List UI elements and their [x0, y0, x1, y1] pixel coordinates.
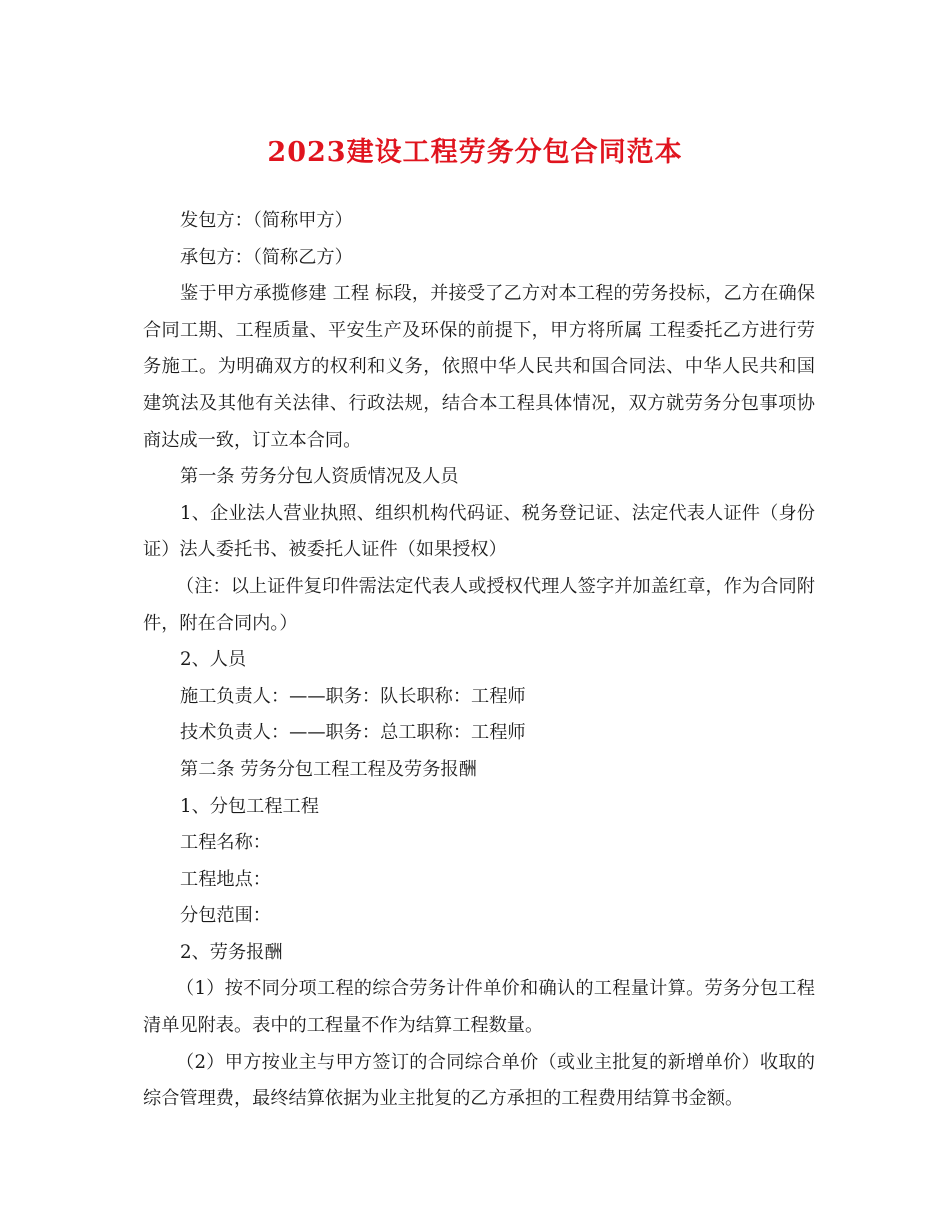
construction-lead-line: 施工负责人：——职务：队长职称：工程师 — [180, 685, 526, 707]
remuneration-clause-2: （2）甲方按业主与甲方签订的合同综合单价（或业主批复的新增单价）收取的综合管理费，最终结算依据为业主批复的乙方承担的工程费用结算书金额。 — [143, 1051, 815, 1110]
subcontract-scope-field: 分包范围： — [180, 905, 271, 927]
article-one-heading: 第一条 劳务分包人资质情况及人员 — [180, 466, 459, 488]
article-two-item-2: 2、劳务报酬 — [180, 941, 283, 963]
contract-party-b: 承包方：（简称乙方） — [180, 246, 353, 268]
contract-party-a: 发包方：（简称甲方） — [180, 210, 353, 231]
preamble-paragraph: 鉴于甲方承揽修建 工程 标段，并接受了乙方对本工程的劳务投标，乙方在确保合同工期、工程质量、平安生产及环保的前提下，甲方将所属 工程委托乙方进行劳务施工。为明确双方的权利和义务，依照中华人民共和国合同法、中华人民共和国建筑法及其他有关法律、行政法规，结合本工程具体情况，双方就劳务分包事项协商达成一致，订立本合同。 — [143, 283, 815, 451]
article-two-item-1: 1、分包工程工程 — [180, 795, 319, 817]
article-one-item-2: 2、人员 — [180, 649, 247, 671]
article-two-heading: 第二条 劳务分包工程工程及劳务报酬 — [180, 758, 477, 780]
remuneration-clause-1: （1）按不同分项工程的综合劳务计件单价和确认的工程量计算。劳务分包工程清单见附表。表中的工程量不作为结算工程数量。 — [143, 978, 815, 1037]
document-body — [143, 203, 815, 1118]
document-title: 2023建设工程劳务分包合同范本 — [267, 137, 683, 168]
project-location-field: 工程地点： — [180, 868, 271, 890]
project-name-field: 工程名称： — [180, 832, 271, 854]
article-one-note: （注：以上证件复印件需法定代表人或授权代理人签字并加盖红章，作为合同附件，附在合同内。） — [143, 575, 815, 634]
article-one-item-1: 1、企业法人营业执照、组织机构代码证、税务登记证、法定代表人证件（身份证）法人委托书、被委托人证件（如果授权） — [143, 502, 815, 561]
technical-lead-line: 技术负责人：——职务：总工职称：工程师 — [180, 722, 526, 744]
